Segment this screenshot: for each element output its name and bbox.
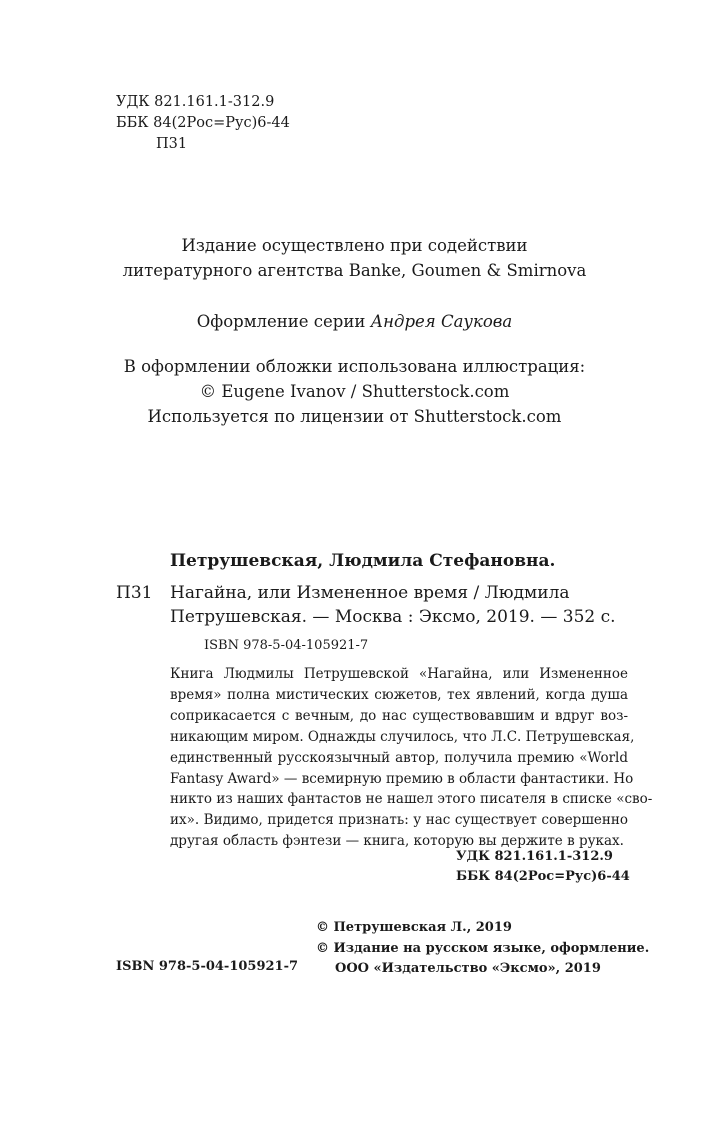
copyright-line-3: ООО «Издательство «Эксмо», 2019 (335, 961, 601, 976)
copyright-block (316, 918, 649, 980)
series-designer-name: Андрея Саукова (370, 312, 513, 331)
annotation-line: никающим миром. Однажды случилось, что Л.С. Петрушевская, (170, 728, 635, 745)
annotation-line: соприкасается с вечным, до нас существовавшим и вдруг воз- (170, 707, 628, 724)
agency-credit (0, 233, 709, 283)
annotation-line: никто из наших фантастов не нашел этого писателя в списке «сво- (170, 791, 653, 808)
cover-line-2: © Eugene Ivanov / Shutterstock.com (199, 382, 510, 401)
author-sign: П31 (156, 136, 188, 152)
annotation-line: их». Видимо, придется признать: у нас существует совершенно (170, 812, 628, 829)
agency-line-1: Издание осуществлено при содействии (181, 236, 528, 255)
cover-line-1: В оформлении обложки использована иллюстрация: (123, 357, 586, 376)
catalog-classification (456, 847, 630, 887)
catalog-bbk: ББК 84(2Рос=Рус)6-44 (456, 869, 630, 884)
copyright-line-2: © Издание на русском языке, оформление. (316, 940, 650, 956)
annotation-line: единственный русскоязычный автор, получила премию «World (170, 749, 628, 766)
cover-credit (0, 354, 709, 429)
series-design-credit (0, 309, 709, 334)
bbk-code: ББК 84(2Рос=Рус)6-44 (116, 115, 290, 131)
udk-code: УДК 821.161.1-312.9 (116, 94, 275, 110)
classification-block (116, 92, 290, 155)
annotation-line: Книга Людмилы Петрушевской «Нагайна, или Измененное (170, 666, 628, 682)
annotation-line: время» полна мистических сюжетов, тех явлений, когда душа (170, 686, 628, 703)
series-design-prefix: Оформление серии (196, 312, 371, 331)
book-isbn: ISBN 978-5-04-105921-7 (116, 959, 299, 974)
catalog-author: Петрушевская, Людмила Стефановна. (170, 551, 556, 571)
annotation-line: другая область фэнтези — книга, которую вы держите в руках. (170, 833, 624, 850)
book-annotation (170, 664, 653, 852)
catalog-title-line-1: Нагайна, или Измененное время / Людмила (170, 583, 570, 603)
catalog-title-line-2: Петрушевская. — Москва : Эксмо, 2019. — 352 с. (170, 607, 616, 627)
copyright-line-1: © Петрушевская Л., 2019 (316, 920, 512, 935)
agency-line-2: литературного агентства Banke, Goumen & Smirnova (122, 261, 587, 280)
catalog-author-sign: П31 (116, 583, 153, 603)
catalog-udk: УДК 821.161.1-312.9 (456, 849, 613, 864)
cover-line-3: Используется по лицензии от Shutterstock.com (147, 407, 562, 426)
annotation-line: Fantasy Award» — всемирную премию в области фантастики. Но (170, 770, 634, 787)
catalog-isbn: ISBN 978-5-04-105921-7 (204, 638, 369, 653)
